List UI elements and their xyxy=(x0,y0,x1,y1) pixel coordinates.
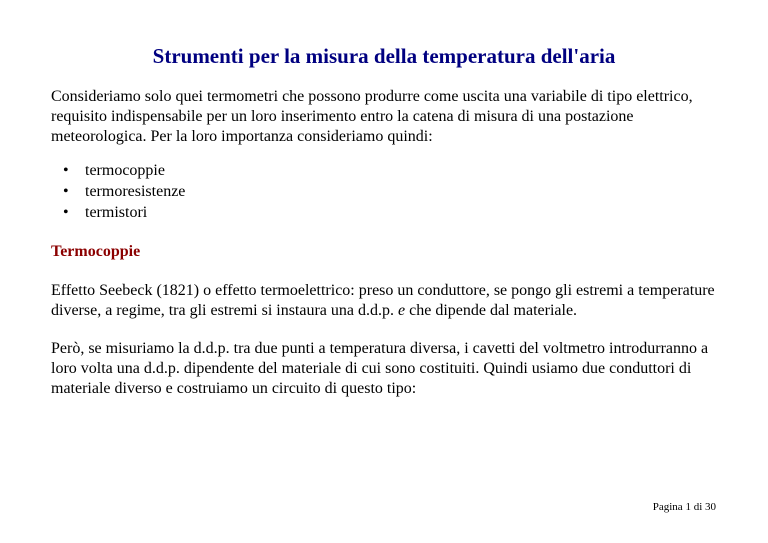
circuit-paragraph: Però, se misuriamo la d.d.p. tra due punti a temperatura diversa, i cavetti del voltmetro introdurranno a loro volta una d.d.p. dipendente del materiale di cui sono costituiti. Quindi usiamo due conduttori di materiale diverso e costruiamo un circuito di questo tipo: xyxy=(51,340,709,397)
list-item xyxy=(51,202,185,223)
list-item-label: termoresistenze xyxy=(85,183,186,200)
thermometer-types-list xyxy=(51,160,185,223)
list-item xyxy=(51,181,185,202)
seebeck-text-before: Effetto Seebeck (1821) o effetto termoelettrico: preso un conduttore, se pongo gli estremi a temperature diverse, a regime, tra gli estremi si instaura una d.d.p. xyxy=(51,282,715,319)
list-item xyxy=(51,160,185,181)
seebeck-paragraph xyxy=(51,281,731,321)
bullet-icon: • xyxy=(63,183,69,200)
page-number-footer: Pagina 1 di 30 xyxy=(652,501,716,513)
page-title: Strumenti per la misura della temperatura dell'aria xyxy=(152,44,616,68)
list-item-label: termocoppie xyxy=(85,162,165,179)
bullet-icon: • xyxy=(63,162,69,179)
list-item-label: termistori xyxy=(85,204,148,221)
variable-e: e xyxy=(398,302,406,319)
bullet-icon: • xyxy=(63,204,69,221)
intro-paragraph: Consideriamo solo quei termometri che possono produrre come uscita una variabile di tipo elettrico, requisito indispensabile per un loro inserimento entro la catena di misura di una postazione meteorologica. Per la loro importanza consideriamo quindi: xyxy=(51,88,693,145)
seebeck-text-after: che dipende dal materiale. xyxy=(405,302,578,319)
section-heading-termocoppie: Termocoppie xyxy=(51,243,141,260)
